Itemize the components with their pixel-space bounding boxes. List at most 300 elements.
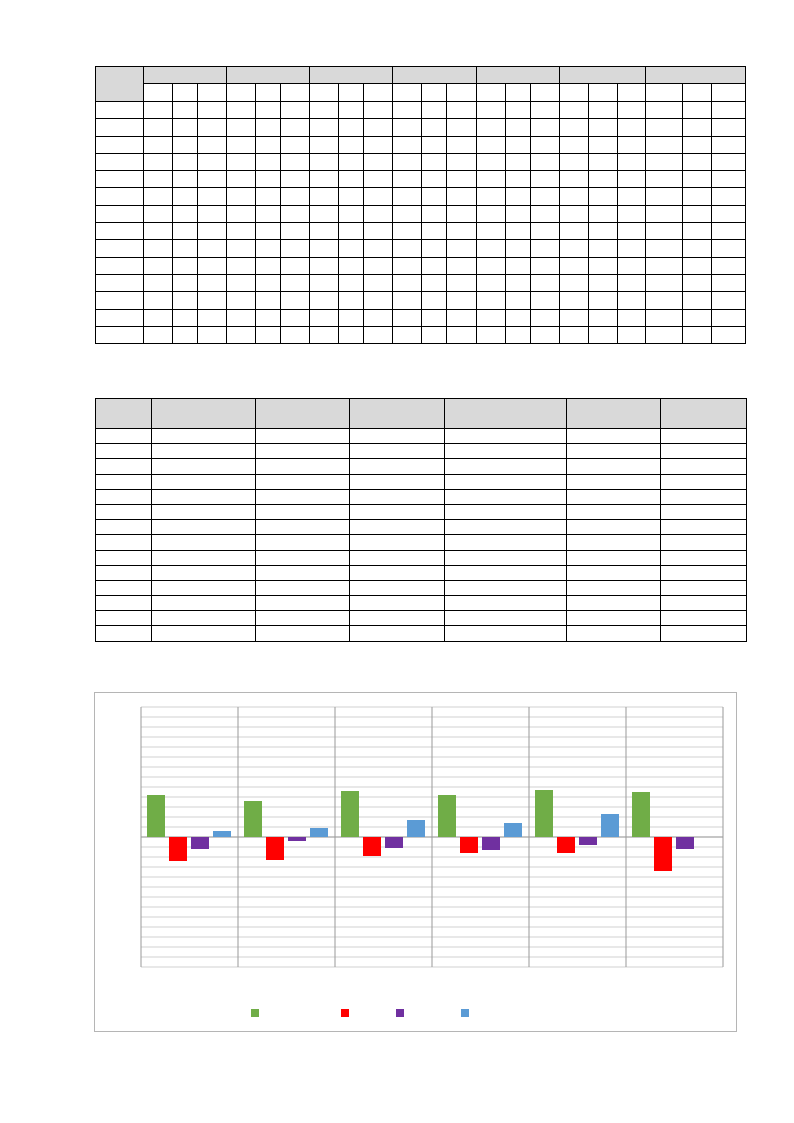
bar [244, 801, 262, 837]
table-cell [588, 119, 617, 136]
table-cell [711, 136, 745, 153]
table-cell [567, 565, 661, 580]
table-row [96, 459, 747, 474]
table-cell [96, 309, 144, 326]
table-cell [96, 596, 152, 611]
table-cell [588, 153, 617, 170]
table-cell [559, 257, 588, 274]
table-cell [476, 188, 505, 205]
table-cell [617, 257, 645, 274]
bar [557, 837, 575, 853]
table-cell [711, 205, 745, 222]
table-cell [588, 240, 617, 257]
table-cell [645, 292, 682, 309]
table-cell [661, 474, 747, 489]
table-row [96, 626, 747, 641]
table-cell [281, 102, 310, 119]
bar [385, 837, 403, 848]
table-cell [152, 444, 256, 459]
table-cell [711, 188, 745, 205]
table-cell [310, 257, 339, 274]
table1-subheader-cell [281, 84, 310, 102]
table-cell [350, 550, 445, 565]
legend-swatch [461, 1009, 469, 1017]
table-cell [310, 119, 339, 136]
table-cell [281, 326, 310, 343]
table-cell [530, 102, 559, 119]
table-cell [339, 102, 364, 119]
table-cell [645, 171, 682, 188]
table-cell [445, 580, 567, 595]
table-cell [96, 626, 152, 641]
table-row [96, 596, 747, 611]
table-cell [505, 274, 530, 291]
table-cell [393, 136, 422, 153]
table-cell [422, 257, 447, 274]
table-cell [281, 309, 310, 326]
table-cell [617, 223, 645, 240]
table-cell [173, 171, 198, 188]
table-cell [96, 153, 144, 170]
table-cell [588, 102, 617, 119]
table-cell [339, 119, 364, 136]
table-cell [559, 205, 588, 222]
table-cell [645, 205, 682, 222]
table-cell [173, 240, 198, 257]
table-cell [530, 153, 559, 170]
bar [654, 837, 672, 871]
table-cell [364, 205, 393, 222]
table1-subheader-cell [505, 84, 530, 102]
table1-group-header [645, 67, 745, 84]
table-cell [350, 444, 445, 459]
table-cell [256, 136, 281, 153]
bar [310, 828, 328, 837]
table-cell [505, 223, 530, 240]
table-cell [645, 326, 682, 343]
table2-header-cell [661, 399, 747, 429]
table-cell [711, 223, 745, 240]
table-cell [422, 171, 447, 188]
table-cell [281, 205, 310, 222]
table-cell [476, 326, 505, 343]
table-cell [227, 326, 256, 343]
table-cell [364, 102, 393, 119]
table-cell [198, 119, 227, 136]
table-cell [152, 489, 256, 504]
table-cell [447, 240, 476, 257]
table-cell [588, 292, 617, 309]
table1-subheader-cell [144, 84, 173, 102]
table-cell [350, 504, 445, 519]
table1-subheader-cell [711, 84, 745, 102]
table-cell [364, 171, 393, 188]
table-cell [711, 292, 745, 309]
table-cell [96, 205, 144, 222]
table-row [96, 205, 746, 222]
table-cell [339, 257, 364, 274]
table-row [96, 520, 747, 535]
table-cell [256, 596, 350, 611]
table2-header-cell [256, 399, 350, 429]
table-cell [144, 292, 173, 309]
table-cell [152, 520, 256, 535]
bar [266, 837, 284, 860]
table-row [96, 136, 746, 153]
table-cell [339, 171, 364, 188]
bar [288, 837, 306, 841]
table-cell [588, 257, 617, 274]
table-cell [476, 240, 505, 257]
table-cell [617, 240, 645, 257]
table-cell [96, 257, 144, 274]
table-cell [476, 136, 505, 153]
table-cell [393, 188, 422, 205]
table-cell [567, 596, 661, 611]
table-cell [96, 292, 144, 309]
table-cell [96, 459, 152, 474]
table-cell [661, 550, 747, 565]
table-cell [144, 102, 173, 119]
table-cell [281, 223, 310, 240]
table-cell [476, 223, 505, 240]
table-cell [152, 474, 256, 489]
table-cell [617, 188, 645, 205]
table-cell [152, 550, 256, 565]
table-cell [559, 309, 588, 326]
table-cell [173, 188, 198, 205]
table-cell [617, 153, 645, 170]
table-cell [445, 535, 567, 550]
table-cell [476, 257, 505, 274]
table-cell [447, 292, 476, 309]
table-cell [173, 119, 198, 136]
table-cell [256, 535, 350, 550]
table-cell [152, 626, 256, 641]
table-cell [152, 429, 256, 444]
bar [438, 795, 456, 837]
table-cell [588, 136, 617, 153]
table-cell [505, 240, 530, 257]
table-cell [144, 171, 173, 188]
table-cell [393, 240, 422, 257]
table2-header-cell [96, 399, 152, 429]
table-cell [567, 489, 661, 504]
table-cell [227, 309, 256, 326]
table-cell [682, 292, 711, 309]
table-cell [198, 188, 227, 205]
table-row [96, 119, 746, 136]
table-cell [505, 326, 530, 343]
table-row [96, 274, 746, 291]
table-row [96, 309, 746, 326]
table-cell [559, 188, 588, 205]
table1-group-header [476, 67, 559, 84]
table-cell [661, 459, 747, 474]
table-cell [198, 274, 227, 291]
legend-swatch [341, 1009, 349, 1017]
table-cell [96, 565, 152, 580]
table-cell [588, 223, 617, 240]
table2-header-cell [350, 399, 445, 429]
table-cell [645, 153, 682, 170]
table-cell [256, 580, 350, 595]
table-cell [256, 626, 350, 641]
table-cell [350, 626, 445, 641]
table-cell [476, 274, 505, 291]
table-cell [422, 188, 447, 205]
table-cell [445, 611, 567, 626]
table-cell [198, 102, 227, 119]
table-cell [447, 205, 476, 222]
table-cell [364, 188, 393, 205]
table-cell [422, 309, 447, 326]
table-cell [227, 257, 256, 274]
table-cell [682, 136, 711, 153]
table-cell [567, 444, 661, 459]
table-cell [227, 188, 256, 205]
table1-subheader-cell [588, 84, 617, 102]
table-row [96, 240, 746, 257]
table-cell [144, 274, 173, 291]
table-row [96, 565, 747, 580]
table-cell [617, 119, 645, 136]
table-cell [144, 240, 173, 257]
table-cell [393, 292, 422, 309]
table1-subheader-cell [682, 84, 711, 102]
table-cell [281, 240, 310, 257]
table-cell [711, 153, 745, 170]
table2-header-cell [567, 399, 661, 429]
table-cell [567, 626, 661, 641]
table-cell [339, 205, 364, 222]
table-cell [617, 171, 645, 188]
table-cell [447, 326, 476, 343]
table-cell [645, 309, 682, 326]
table-cell [530, 205, 559, 222]
table1-subheader-cell [310, 84, 339, 102]
table-cell [476, 309, 505, 326]
table1-subheader-cell [645, 84, 682, 102]
table-cell [256, 292, 281, 309]
bar [601, 814, 619, 837]
table-cell [96, 136, 144, 153]
table1-subheader-cell [447, 84, 476, 102]
table-cell [227, 119, 256, 136]
table-cell [350, 535, 445, 550]
table-cell [393, 309, 422, 326]
table-cell [393, 102, 422, 119]
table-cell [281, 153, 310, 170]
table-cell [96, 240, 144, 257]
table-row [96, 257, 746, 274]
table-cell [447, 136, 476, 153]
bar-chart [95, 693, 738, 1033]
table2-header-cell [445, 399, 567, 429]
bar [407, 820, 425, 837]
table-cell [256, 474, 350, 489]
table-cell [339, 292, 364, 309]
table-cell [227, 153, 256, 170]
table-cell [227, 274, 256, 291]
table-row [96, 326, 746, 343]
table-cell [530, 188, 559, 205]
table-cell [682, 188, 711, 205]
table-cell [422, 326, 447, 343]
table-cell [310, 205, 339, 222]
table-cell [198, 171, 227, 188]
table-cell [567, 611, 661, 626]
table-cell [661, 535, 747, 550]
table-cell [567, 504, 661, 519]
table-cell [310, 292, 339, 309]
table-row [96, 504, 747, 519]
table-cell [281, 292, 310, 309]
table-cell [530, 257, 559, 274]
table-cell [422, 274, 447, 291]
table-cell [256, 489, 350, 504]
table1-group-header [393, 67, 476, 84]
table-row [96, 153, 746, 170]
table1-subheader-cell [364, 84, 393, 102]
table1-subheader-cell [393, 84, 422, 102]
table-cell [445, 520, 567, 535]
table-cell [588, 309, 617, 326]
table-cell [422, 292, 447, 309]
bar [535, 790, 553, 837]
table-cell [447, 102, 476, 119]
table-cell [310, 240, 339, 257]
table-cell [339, 326, 364, 343]
table-cell [96, 580, 152, 595]
table-cell [198, 223, 227, 240]
table-cell [645, 136, 682, 153]
table-cell [445, 626, 567, 641]
bar [579, 837, 597, 845]
table-cell [559, 136, 588, 153]
table-cell [364, 119, 393, 136]
table-cell [96, 188, 144, 205]
table-cell [530, 136, 559, 153]
table-cell [530, 309, 559, 326]
table-cell [364, 309, 393, 326]
table-cell [310, 326, 339, 343]
table-cell [393, 205, 422, 222]
table-row [96, 171, 746, 188]
table-cell [198, 136, 227, 153]
table-cell [350, 611, 445, 626]
table-cell [152, 611, 256, 626]
table-cell [393, 171, 422, 188]
table-cell [588, 171, 617, 188]
table-cell [364, 240, 393, 257]
table-cell [711, 274, 745, 291]
table-cell [350, 596, 445, 611]
table-cell [559, 153, 588, 170]
table-cell [96, 223, 144, 240]
chart-area [94, 692, 737, 1032]
table-cell [310, 102, 339, 119]
table-cell [256, 520, 350, 535]
table-cell [645, 240, 682, 257]
table-cell [661, 611, 747, 626]
table-cell [256, 240, 281, 257]
table-cell [256, 326, 281, 343]
table-cell [364, 257, 393, 274]
table-cell [422, 119, 447, 136]
table-cell [617, 136, 645, 153]
table-cell [281, 188, 310, 205]
table-cell [227, 136, 256, 153]
table-cell [682, 326, 711, 343]
table-row [96, 429, 747, 444]
table-cell [645, 119, 682, 136]
table-cell [96, 489, 152, 504]
table-cell [711, 309, 745, 326]
table-cell [198, 292, 227, 309]
table-cell [393, 257, 422, 274]
table-cell [645, 188, 682, 205]
table-cell [256, 309, 281, 326]
table-cell [152, 459, 256, 474]
table-cell [505, 119, 530, 136]
table-cell [339, 223, 364, 240]
table-cell [567, 459, 661, 474]
table-cell [711, 240, 745, 257]
table-cell [530, 171, 559, 188]
table-cell [445, 504, 567, 519]
table-cell [227, 102, 256, 119]
table-cell [281, 257, 310, 274]
table-cell [476, 119, 505, 136]
table-cell [661, 520, 747, 535]
table-cell [256, 444, 350, 459]
table-cell [682, 309, 711, 326]
table-cell [422, 205, 447, 222]
table-cell [310, 274, 339, 291]
table-cell [617, 102, 645, 119]
table-cell [364, 153, 393, 170]
table-cell [339, 136, 364, 153]
table-cell [422, 102, 447, 119]
table-cell [364, 274, 393, 291]
table-cell [422, 223, 447, 240]
table-cell [339, 188, 364, 205]
bar [191, 837, 209, 849]
table-cell [645, 102, 682, 119]
table-cell [559, 171, 588, 188]
table-cell [530, 274, 559, 291]
bar [147, 795, 165, 837]
table-cell [661, 626, 747, 641]
bar [363, 837, 381, 856]
table-cell [96, 611, 152, 626]
table-cell [445, 596, 567, 611]
table-cell [281, 171, 310, 188]
table-row [96, 550, 747, 565]
table-cell [310, 171, 339, 188]
table-cell [256, 205, 281, 222]
table-cell [445, 489, 567, 504]
table1-subheader-cell [339, 84, 364, 102]
table-cell [144, 188, 173, 205]
table-cell [144, 136, 173, 153]
table-cell [227, 171, 256, 188]
table-cell [173, 223, 198, 240]
table-cell [152, 535, 256, 550]
table-cell [505, 292, 530, 309]
table-cell [198, 205, 227, 222]
